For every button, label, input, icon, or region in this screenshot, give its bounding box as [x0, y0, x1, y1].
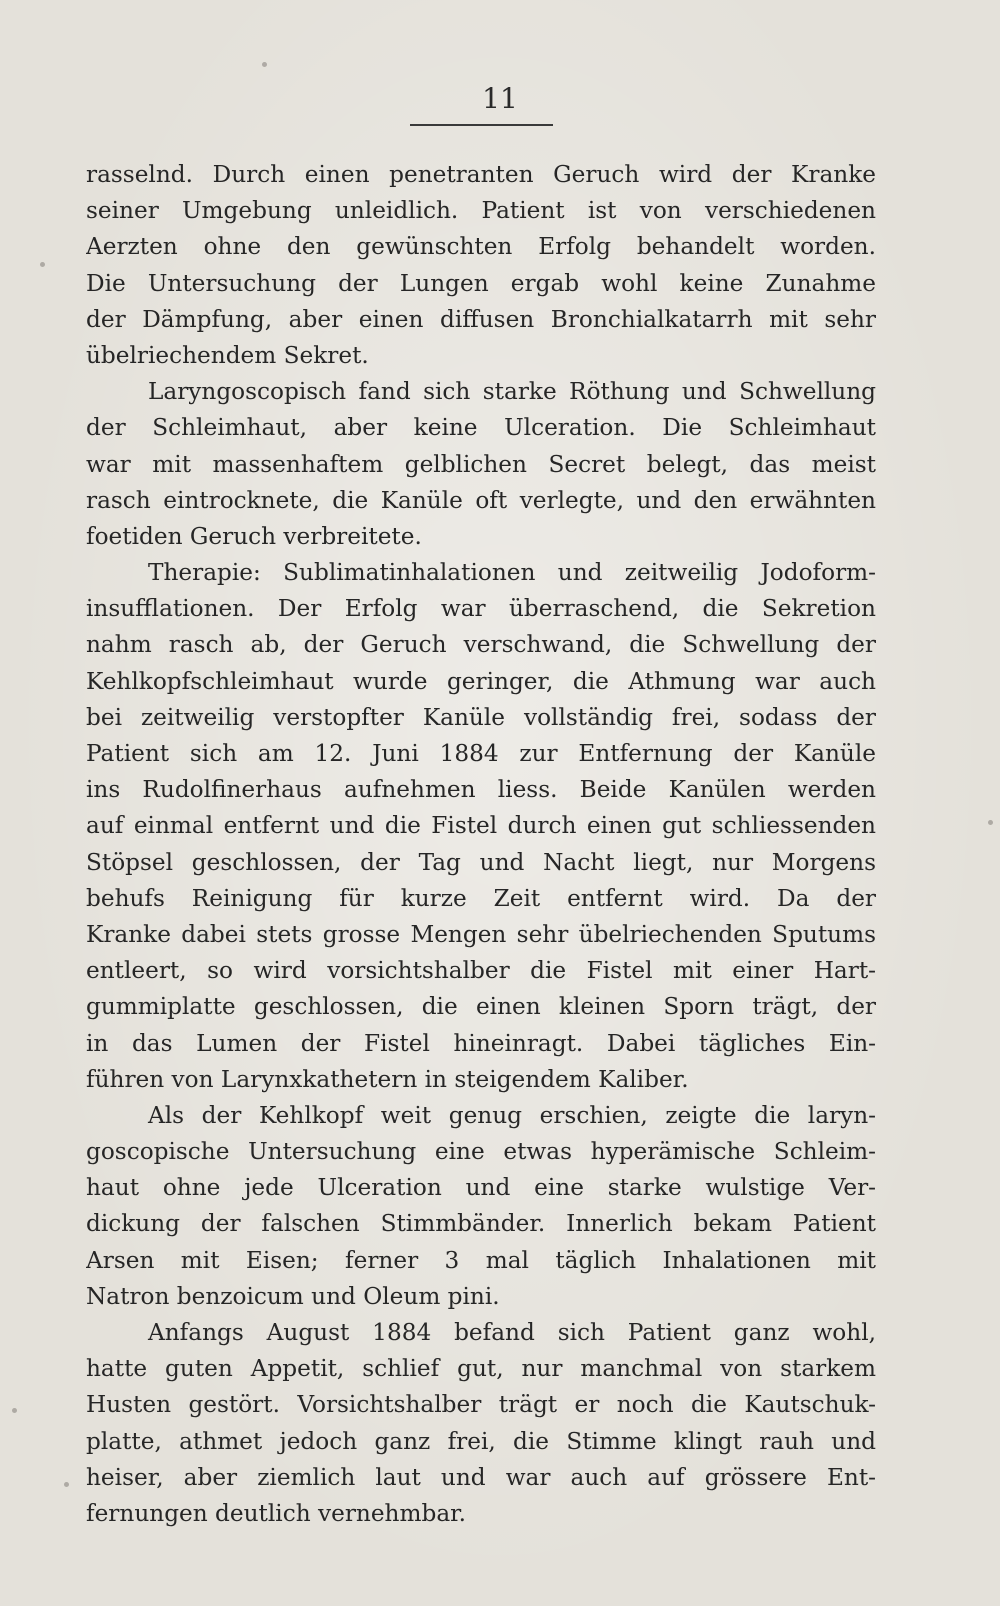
text-line: bei zeitweilig verstopfter Kanüle vollständig frei, sodass der — [86, 703, 876, 731]
text-line: heiser, aber ziemlich laut und war auch auf grössere Ent- — [86, 1463, 876, 1491]
page-number-container — [0, 84, 1000, 115]
text-line: Patient sich am 12. Juni 1884 zur Entfernung der Kanüle — [86, 740, 876, 767]
text-line: nahm rasch ab, der Geruch verschwand, die Schwellung der — [86, 631, 876, 659]
paper-speck — [12, 1408, 17, 1413]
text-line: gummiplatte geschlossen, die einen kleinen Sporn trägt, der — [86, 993, 876, 1021]
text-line: Als der Kehlkopf weit genug erschien, zeigte die laryn- — [148, 1101, 876, 1129]
text-line: Kranke dabei stets grosse Mengen sehr übelriechenden Sputums — [86, 920, 876, 948]
text-line: seiner Umgebung unleidlich. Patient ist von verschiedenen — [86, 197, 876, 225]
text-line: ins Rudolfinerhaus aufnehmen liess. Beide Kanülen werden — [86, 776, 876, 804]
text-line: in das Lumen der Fistel hineinragt. Dabei tägliches Ein- — [86, 1029, 876, 1057]
text-line: insufflationen. Der Erfolg war überraschend, die Sekretion — [86, 595, 876, 623]
body-text — [86, 157, 876, 1532]
text-line: auf einmal entfernt und die Fistel durch einen gut schliessenden — [86, 812, 876, 840]
text-line: der Schleimhaut, aber keine Ulceration. Die Schleimhaut — [86, 414, 876, 442]
text-line: rasch eintrocknete, die Kanüle oft verlegte, und den erwähnten — [86, 486, 876, 514]
text-line: goscopische Untersuchung eine etwas hyperämische Schleim- — [86, 1138, 876, 1166]
text-line: Therapie: Sublimatinhalationen und zeitweilig Jodoform- — [148, 559, 876, 587]
text-line: behufs Reinigung für kurze Zeit entfernt wird. Da der — [86, 884, 876, 912]
text-line: dickung der falschen Stimmbänder. Innerlich bekam Patient — [86, 1210, 876, 1238]
page-number-rule — [410, 124, 553, 126]
paper-speck — [64, 1482, 69, 1487]
text-line: Die Untersuchung der Lungen ergab wohl keine Zunahme — [86, 269, 876, 297]
text-line: foetiden Geruch verbreitete. — [86, 522, 422, 550]
page-number: 11 — [482, 82, 518, 115]
paper-speck — [988, 820, 993, 825]
text-line: Stöpsel geschlossen, der Tag und Nacht liegt, nur Morgens — [86, 848, 876, 876]
text-line: führen von Larynxkathetern in steigendem Kaliber. — [86, 1065, 689, 1093]
text-line: platte, athmet jedoch ganz frei, die Stimme klingt rauh und — [86, 1427, 876, 1455]
text-line: Arsen mit Eisen; ferner 3 mal täglich Inhalationen mit — [86, 1246, 876, 1274]
text-line: übelriechendem Sekret. — [86, 341, 369, 369]
text-line: Aerzten ohne den gewünschten Erfolg behandelt worden. — [86, 233, 876, 261]
text-line: Husten gestört. Vorsichtshalber trägt er noch die Kautschuk- — [86, 1391, 876, 1419]
text-line: Laryngoscopisch fand sich starke Röthung und Schwellung — [148, 378, 876, 406]
text-line: war mit massenhaftem gelblichen Secret belegt, das meist — [86, 450, 876, 478]
paper-speck — [262, 62, 267, 67]
text-line: hatte guten Appetit, schlief gut, nur manchmal von starkem — [86, 1355, 876, 1383]
paper-speck — [40, 262, 45, 267]
text-line: Kehlkopfschleimhaut wurde geringer, die Athmung war auch — [86, 667, 876, 695]
text-line: rasselnd. Durch einen penetranten Geruch wird der Kranke — [86, 161, 876, 188]
text-line: Natron benzoicum und Oleum pini. — [86, 1282, 500, 1310]
text-line: der Dämpfung, aber einen diffusen Bronchialkatarrh mit sehr — [86, 305, 876, 333]
text-line: entleert, so wird vorsichtshalber die Fistel mit einer Hart- — [86, 957, 876, 985]
text-line: fernungen deutlich vernehmbar. — [86, 1499, 467, 1527]
text-line: Anfangs August 1884 befand sich Patient ganz wohl, — [148, 1319, 876, 1346]
text-line: haut ohne jede Ulceration und eine starke wulstige Ver- — [86, 1174, 876, 1202]
